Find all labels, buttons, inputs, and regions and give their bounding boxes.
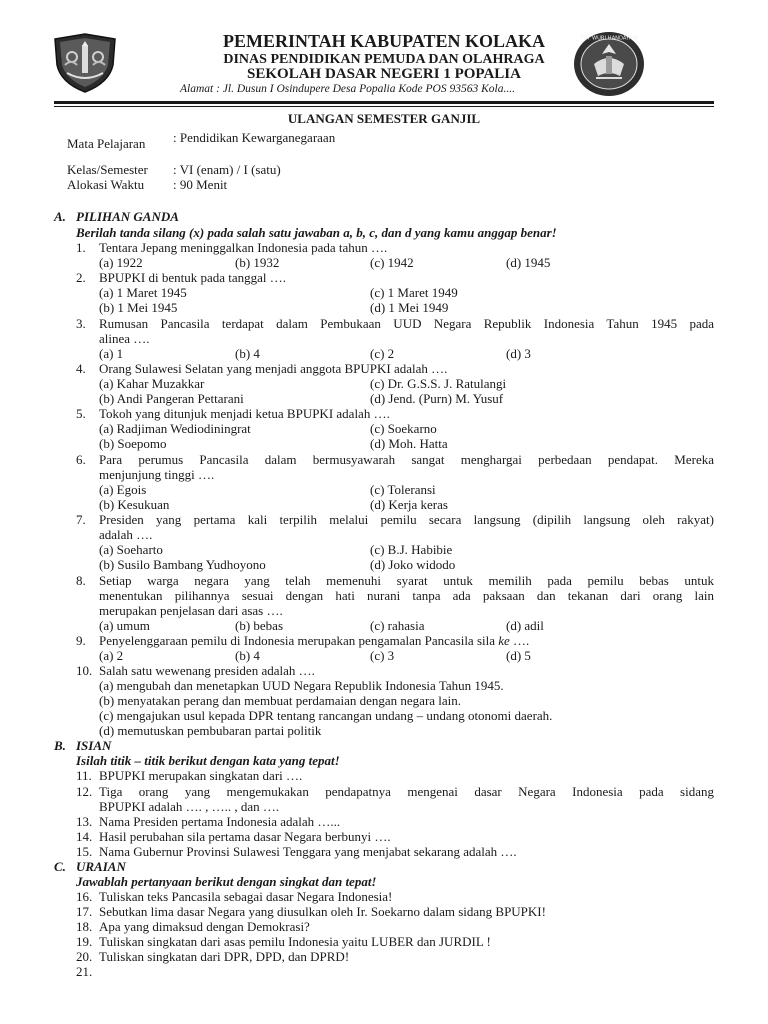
option-d: (d) Moh. Hatta: [370, 436, 448, 451]
section-b-title: ISIAN: [76, 738, 112, 753]
question-number: 6.: [76, 452, 86, 467]
option-a: (a) umum: [99, 618, 150, 633]
question-text: Orang Sulawesi Selatan yang menjadi anggota BPUPKI adalah ….: [99, 361, 448, 376]
question-number: 1.: [76, 240, 86, 255]
option-b: (b) menyatakan perang dan membuat perdamaian dengan negara lain.: [99, 693, 462, 708]
option-b: (b) 1 Mei 1945: [99, 300, 178, 315]
option-a: (a) 1 Maret 1945: [99, 285, 187, 300]
question-number: 4.: [76, 361, 86, 376]
question-text-cont: merupakan penjelasan dari asas ….: [99, 603, 283, 618]
question-text: Tuliskan singkatan dari asas pemilu Indonesia yaitu LUBER dan JURDIL !: [99, 934, 491, 949]
exam-title: ULANGAN SEMESTER GANJIL: [287, 111, 481, 126]
option-a: (a) mengubah dan menetapkan UUD Negara Republik Indonesia Tahun 1945.: [99, 678, 504, 693]
field-label-subject: Mata Pelajaran: [67, 136, 146, 151]
question-text: BPUPKI merupakan singkatan dari ….: [99, 768, 303, 783]
question-number: 9.: [76, 633, 86, 648]
option-c: (c) 3: [370, 648, 395, 663]
option-c: (c) rahasia: [370, 618, 425, 633]
section-a-title: PILIHAN GANDA: [76, 209, 179, 224]
option-d: (d) 3: [506, 346, 531, 361]
question-number: 20.: [76, 949, 93, 964]
header-rule-thin: [54, 106, 714, 107]
option-a: (a) Radjiman Wediodiningrat: [99, 421, 251, 436]
option-c: (c) Dr. G.S.S. J. Ratulangi: [370, 376, 507, 391]
header-rule-thick: [54, 101, 714, 104]
option-d: (d) adil: [506, 618, 544, 633]
question-text: Salah satu wewenang presiden adalah ….: [99, 663, 315, 678]
question-text-cont: menjunjung tinggi ….: [99, 467, 215, 482]
header-address: Alamat : Jl. Dusun I Osindupere Desa Popalia Kode POS 93563 Kola....: [180, 83, 515, 95]
option-d: (d) 1 Mei 1949: [370, 300, 449, 315]
field-value-subject: : Pendidikan Kewarganegaraan: [173, 130, 336, 145]
question-text: Sebutkan lima dasar Negara yang diusulkan oleh Ir. Soekarno dalam sidang BPUPKI!: [99, 904, 546, 919]
question-number: 11.: [76, 768, 92, 783]
option-c: (c) 1 Maret 1949: [370, 285, 458, 300]
option-d: (d) Jend. (Purn) M. Yusuf: [370, 391, 504, 406]
question-number: 10.: [76, 663, 93, 678]
option-d: (d) memutuskan pembubaran partai politik: [99, 723, 322, 738]
option-b: (b) 1932: [235, 255, 280, 270]
question-text: Tiga orang yang mengemukakan pendapatnya mengenai dasar Negara Indonesia pada sidang: [99, 784, 714, 799]
option-b: (b) Soepomo: [99, 436, 167, 451]
option-c: (c) mengajukan usul kepada DPR tentang rancangan undang – undang otonomi daerah.: [99, 708, 553, 723]
option-b: (b) Andi Pangeran Pettarani: [99, 391, 244, 406]
question-text: Tuliskan singkatan dari DPR, DPD, dan DPRD!: [99, 949, 350, 964]
question-number: 15.: [76, 844, 93, 859]
field-label-time: Alokasi Waktu: [67, 177, 145, 192]
option-d: (d) 5: [506, 648, 531, 663]
question-text: Tokoh yang ditunjuk menjadi ketua BPUPKI adalah ….: [99, 406, 390, 421]
question-text: Tentara Jepang meninggalkan Indonesia pada tahun ….: [99, 240, 388, 255]
field-value-class: : VI (enam) / I (satu): [173, 162, 281, 177]
header-agency: DINAS PENDIDIKAN PEMUDA DAN OLAHRAGA: [223, 52, 545, 67]
question-number: 2.: [76, 270, 86, 285]
option-a: (a) 2: [99, 648, 124, 663]
question-text-italic: ke: [498, 633, 510, 648]
question-number: 16.: [76, 889, 93, 904]
option-d: (d) Joko widodo: [370, 557, 456, 572]
question-text: Setiap warga negara yang telah memenuhi syarat untuk memilih pada pemilu bebas untuk: [99, 573, 714, 588]
question-text: Nama Presiden pertama Indonesia adalah …...: [99, 814, 341, 829]
option-b: (b) bebas: [235, 618, 284, 633]
section-a-instruction: Berilah tanda silang (x) pada salah satu jawaban a, b, c, dan d yang kamu anggap benar!: [76, 225, 557, 240]
question-number: 8.: [76, 573, 86, 588]
option-b: (b) Kesukuan: [99, 497, 170, 512]
question-number: 3.: [76, 316, 86, 331]
section-c-title: URAIAN: [76, 859, 126, 874]
question-text-main: Penyelenggaraan pemilu di Indonesia merupakan pengamalan Pancasila sila: [99, 633, 499, 648]
option-a: (a) Kahar Muzakkar: [99, 376, 205, 391]
question-text-cont: adalah ….: [99, 527, 153, 542]
section-c-instruction: Jawablah pertanyaan berikut dengan singkat dan tepat!: [76, 874, 377, 889]
header-school: SEKOLAH DASAR NEGERI 1 POPALIA: [247, 66, 521, 82]
section-b-instruction: Isilah titik – titik berikut dengan kata yang tepat!: [76, 753, 340, 768]
option-d: (d) 1945: [506, 255, 551, 270]
option-b: (b) Susilo Bambang Yudhoyono: [99, 557, 266, 572]
option-c: (c) B.J. Habibie: [370, 542, 453, 557]
section-a-letter: A.: [54, 209, 66, 224]
section-c-letter: C.: [54, 859, 66, 874]
question-text-cont: alinea ….: [99, 331, 150, 346]
header-government: PEMERINTAH KABUPATEN KOLAKA: [222, 31, 545, 51]
question-number: 13.: [76, 814, 93, 829]
logo-text: TUT WURI HANDAYANI: [580, 35, 638, 42]
question-number: 12.: [76, 784, 93, 799]
question-number: 14.: [76, 829, 93, 844]
option-c: (c) 2: [370, 346, 395, 361]
question-number: 18.: [76, 919, 93, 934]
field-value-time: : 90 Menit: [173, 177, 228, 192]
question-text: Hasil perubahan sila pertama dasar Negara berbunyi ….: [99, 829, 391, 844]
option-a: (a) Soeharto: [99, 542, 163, 557]
section-b-letter: B.: [54, 738, 66, 753]
question-number: 19.: [76, 934, 93, 949]
question-text: Rumusan Pancasila terdapat dalam Pembukaan UUD Negara Republik Indonesia Tahun 1945 pada: [99, 316, 714, 331]
question-text: Nama Gubernur Provinsi Sulawesi Tenggara yang menjabat sekarang adalah ….: [99, 844, 517, 859]
question-number: 5.: [76, 406, 86, 421]
question-text-end: ….: [509, 633, 530, 648]
option-d: (d) Kerja keras: [370, 497, 448, 512]
question-number: 17.: [76, 904, 93, 919]
question-text: Tuliskan teks Pancasila sebagai dasar Negara Indonesia!: [99, 889, 393, 904]
question-text: Presiden yang pertama kali terpilih melalui pemilu secara langsung (dipilih langsung oleh rakyat): [99, 512, 714, 527]
option-a: (a) 1922: [99, 255, 143, 270]
question-text-cont: BPUPKI adalah …. , ….. , dan ….: [99, 799, 280, 814]
field-label-class: Kelas/Semester: [67, 162, 148, 177]
option-c: (c) Toleransi: [370, 482, 436, 497]
question-text: Apa yang dimaksud dengan Demokrasi?: [99, 919, 310, 934]
question-text: [99, 633, 529, 648]
option-c: (c) 1942: [370, 255, 414, 270]
option-c: (c) Soekarno: [370, 421, 437, 436]
question-text: BPUPKI di bentuk pada tanggal ….: [99, 270, 287, 285]
option-b: (b) 4: [235, 648, 260, 663]
question-number: 21.: [76, 964, 93, 979]
option-a: (a) Egois: [99, 482, 147, 497]
question-text: Para perumus Pancasila dalam bermusyawarah sangat menghargai perbedaan pendapat. Mereka: [99, 452, 714, 467]
question-number: 7.: [76, 512, 86, 527]
question-text-cont: menentukan pilihannya sesuai dengan hati nurani tanpa ada paksaan dan tekanan dari orang lain: [99, 588, 714, 603]
option-a: (a) 1: [99, 346, 124, 361]
option-b: (b) 4: [235, 346, 260, 361]
